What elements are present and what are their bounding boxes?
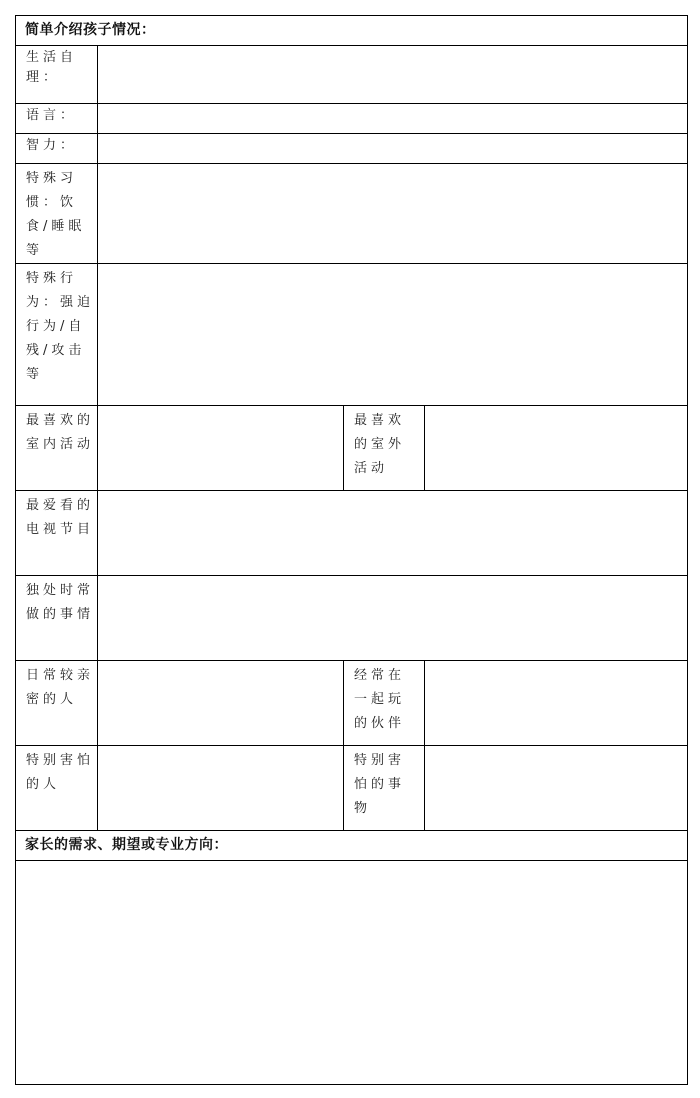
intelligence-label: 智力： — [16, 134, 98, 164]
feared-things-field[interactable] — [425, 746, 688, 831]
special-habits-field[interactable] — [98, 164, 688, 264]
feared-people-field[interactable] — [98, 746, 344, 831]
alone-activity-label: 独处时常做的事情 — [16, 576, 98, 661]
playmates-field[interactable] — [425, 661, 688, 746]
special-behavior-label: 特殊行为：强迫行为/自残/攻击等 — [16, 264, 98, 406]
alone-activity-field[interactable] — [98, 576, 688, 661]
special-behavior-field[interactable] — [98, 264, 688, 406]
feared-people-label: 特别害怕的人 — [16, 746, 98, 831]
indoor-activity-label: 最喜欢的室内活动 — [16, 406, 98, 491]
outdoor-activity-field[interactable] — [425, 406, 688, 491]
self-care-label: 生活自理： — [16, 46, 98, 104]
favorite-tv-field[interactable] — [98, 491, 688, 576]
outdoor-activity-label: 最喜欢的室外活动 — [344, 406, 425, 491]
intro-section-title: 简单介绍孩子情况： — [16, 16, 688, 46]
indoor-activity-field[interactable] — [98, 406, 344, 491]
special-habits-label: 特殊习惯：饮食/睡眠等 — [16, 164, 98, 264]
parent-needs-title: 家长的需求、期望或专业方向： — [16, 831, 688, 861]
self-care-field[interactable] — [98, 46, 688, 104]
close-people-label: 日常较亲密的人 — [16, 661, 98, 746]
child-info-form — [15, 15, 688, 1085]
intelligence-field[interactable] — [98, 134, 688, 164]
close-people-field[interactable] — [98, 661, 344, 746]
language-field[interactable] — [98, 104, 688, 134]
language-label: 语言： — [16, 104, 98, 134]
parent-needs-field[interactable] — [16, 861, 688, 1085]
playmates-label: 经常在一起玩的伙伴 — [344, 661, 425, 746]
favorite-tv-label: 最爱看的电视节目 — [16, 491, 98, 576]
feared-things-label: 特别害怕的事物 — [344, 746, 425, 831]
